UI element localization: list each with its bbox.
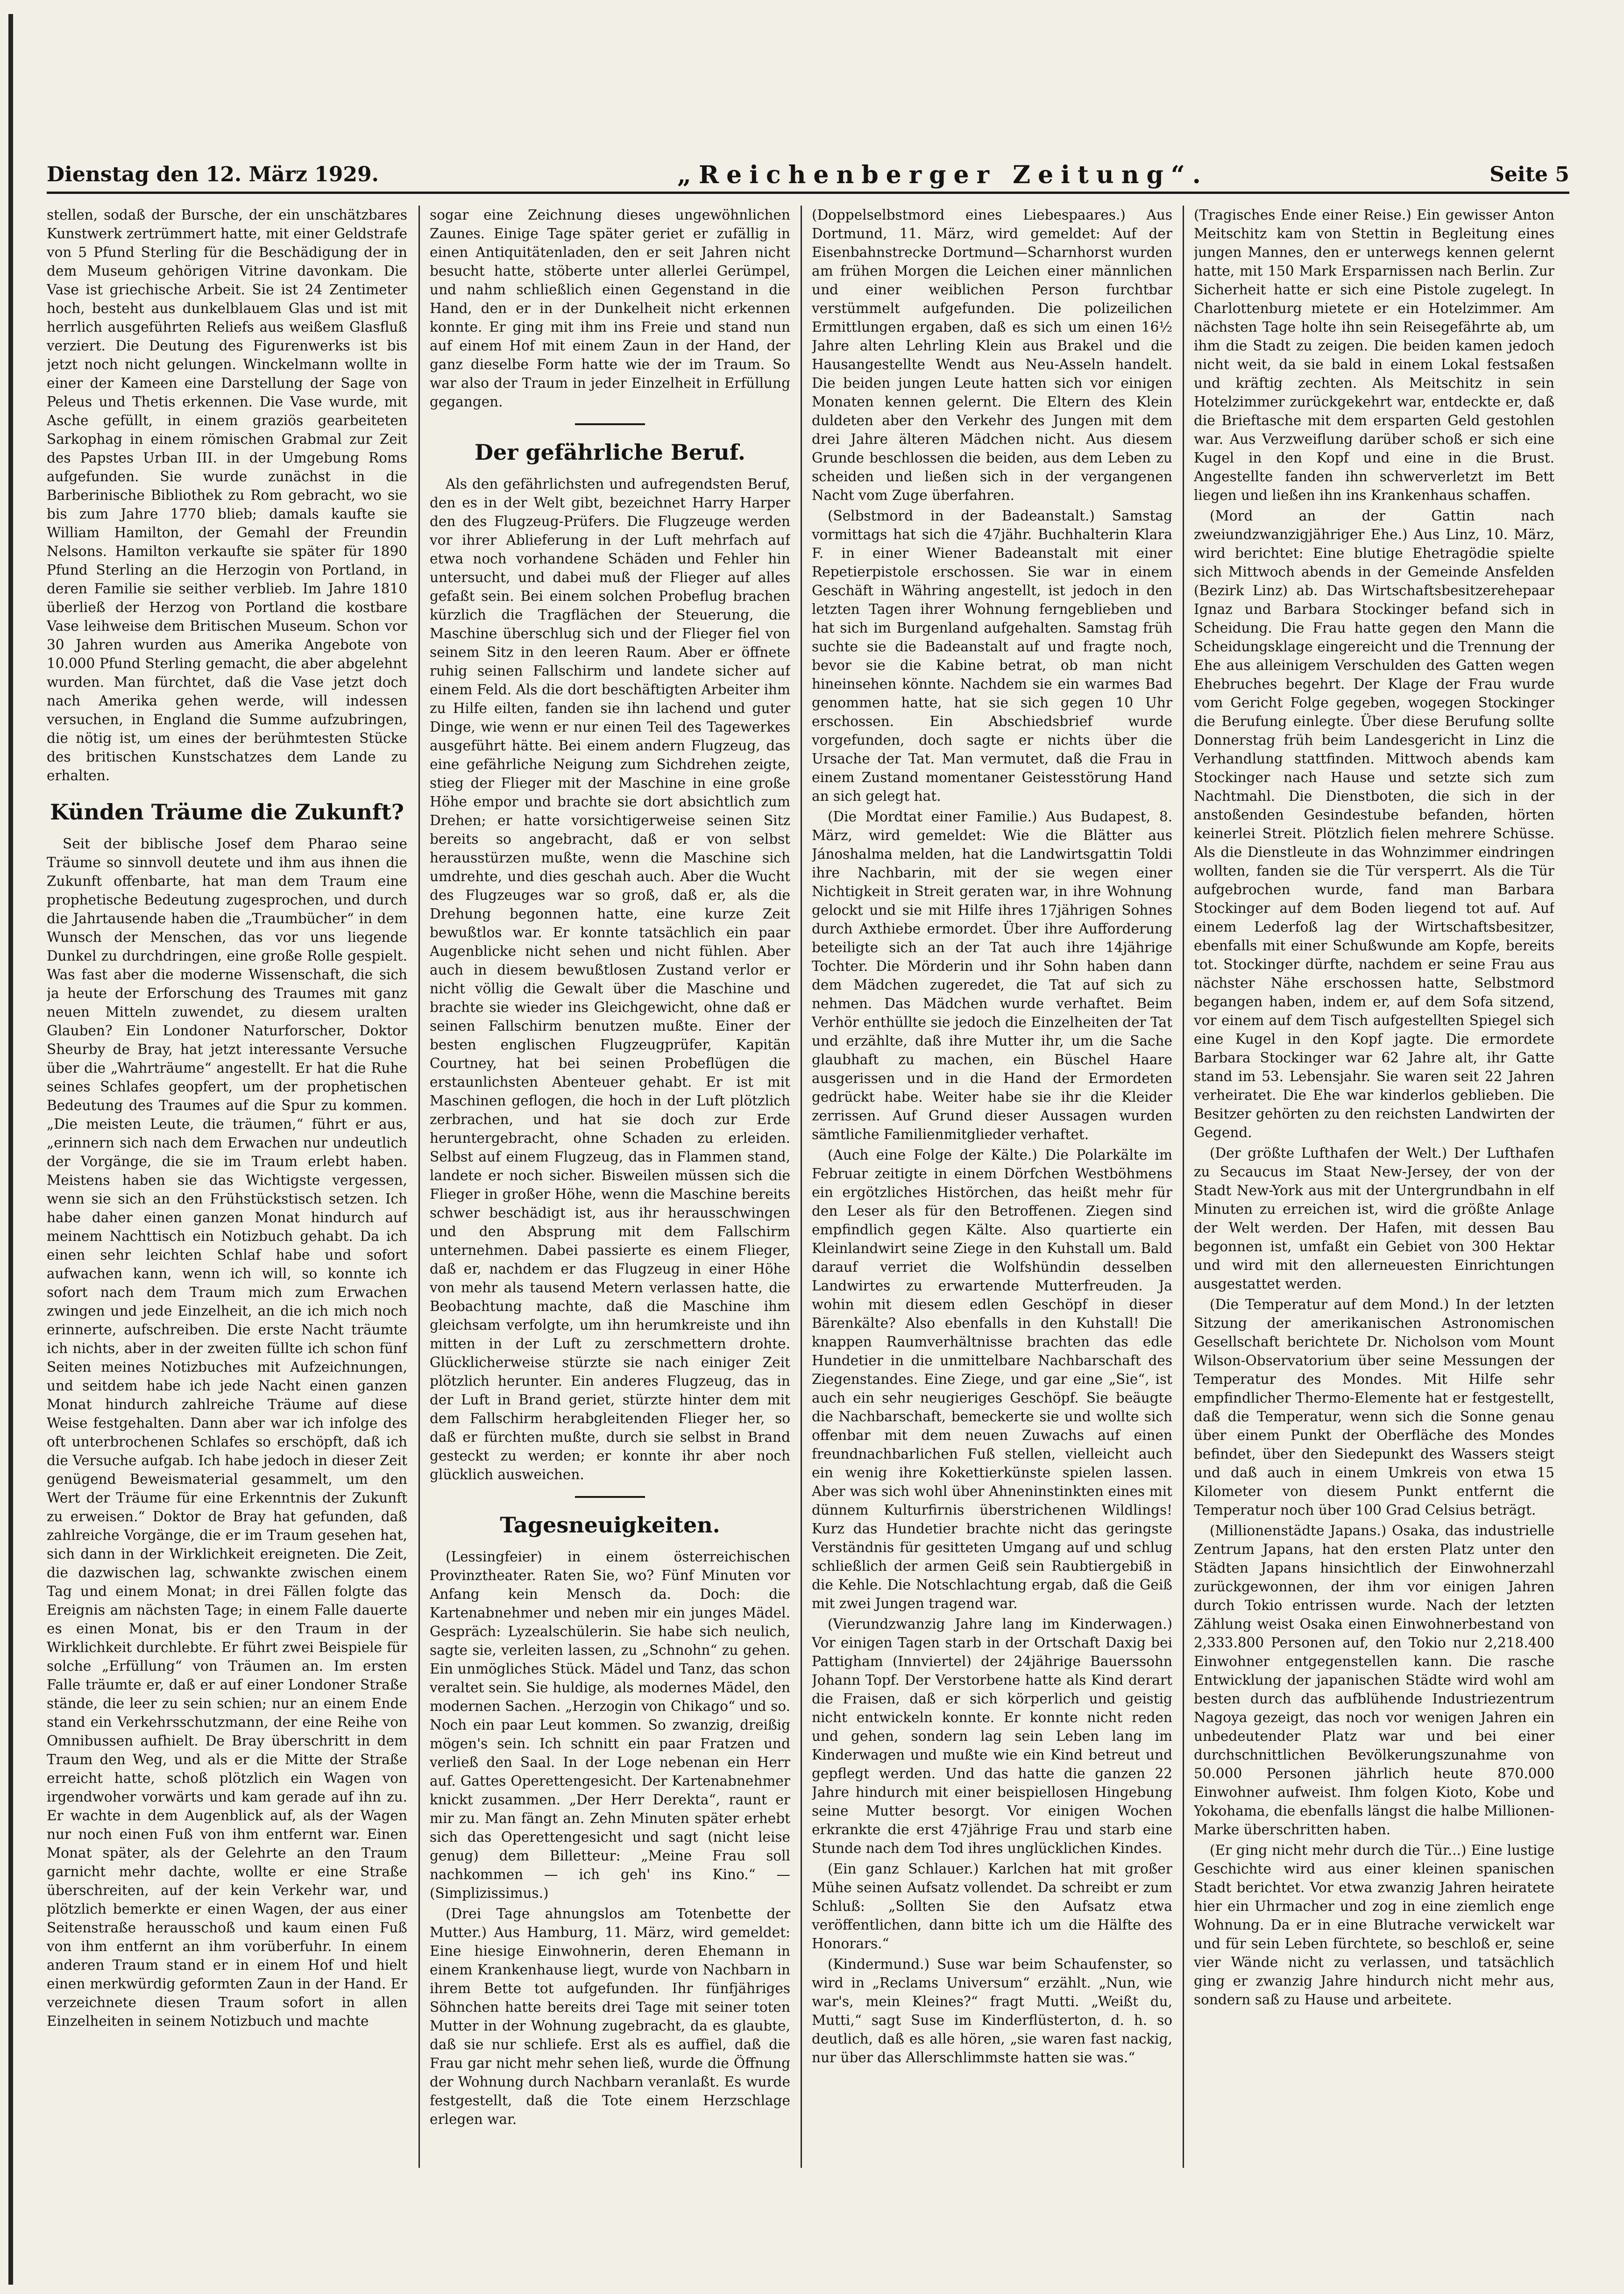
article-text: stellen, sodaß der Bursche, der ein unschätzbares Kunstwerk zertrümmert hatte, mit einer Geldstrafe von 5 Pfund Sterling für die Beschädigung der in dem Museum gehörigen Vitrine davonkam. Die Vase ist griechische Arbeit. Sie ist 24 Zentimeter hoch, besteht aus dunkelblauem Glas und ist mit herrlich ausgeführten Reliefs aus weißem Glasfluß verziert. Die Deutung des Figurenwerks ist bis jetzt noch nicht gelungen. Winckelmann wollte in einer der Kameen eine Darstellung der Sage von Peleus und Thetis erkennen. Die Vase wurde, mit Asche gefüllt, in einem graziös gearbeiteten Sarkophag in einem römischen Grabmal zur Zeit des Papstes Urban III. in der Umgebung Roms aufgefunden. Sie wurde zunächst in die Barberinische Bibliothek zu Rom gebracht, wo sie bis zum Jahre 1770 blieb; damals kaufte sie William Hamilton, der Gemahl der Freundin Nelsons. Hamilton verkaufte sie später für 1890 Pfund Sterling an die Herzogin von Portland, in deren Familie sie seither verblieb. Im Jahre 1810 überließ der Herzog von Portland die kostbare Vase leihweise dem Britischen Museum. Schon vor 30 Jahren wurden aus Amerika Angebote von 10.000 Pfund Sterling gemacht, die aber abgelehnt wurden. Man fürchtet, daß die Vase jetzt doch nach Amerika gehen werde, will indessen versuchen, in England die Summe aufzubringen, die nötig ist, um eines der berühmtesten Stücke des britischen Kunstschatzes dem Lande zu erhalten. [47,207,407,784]
column-2 [430,206,790,2182]
news-item: (Die Mordtat einer Familie.) Aus Budapest, 8. März, wird gemeldet: Wie die Blätter aus Jánoshalma melden, hat die Landwirtsgattin Toldi ihre Nachbarin, mit der sie wegen einer Nichtigkeit in Streit geraten war, in ihre Wohnung gelockt und sie mit Hilfe ihres 17jährigen Sohnes durch Axthiebe ermordet. Über ihre Aufforderung beteiligte sich an der Tat auch ihre 14jährige Tochter. Die Mörderin und ihr Sohn haben dann dem Mädchen zugeredet, die Tat auf sich zu nehmen. Das Mädchen wurde verhaftet. Beim Verhör enthüllte sie jedoch die Einzelheiten der Tat und erzählte, daß ihre Mutter ihr, um die Sache glaubhaft zu machen, ein Büschel Haare ausgerissen und in die Hand der Ermordeten gedrückt habe. Weiter habe sie ihr die Kleider zerrissen. Auf Grund dieser Aussagen wurden sämtliche Familienmitglieder verhaftet. [812,809,1172,1142]
news-item: (Kindermund.) Suse war beim Schaufenster, so wird in „Reclams Universum“ erzählt. „Nun, wie war's, mein Kleines?“ fragt Mutti. „Weißt du, Mutti,“ sagt Suse im Kinderflüsterton, d. h. so deutlich, daß es alle hören, „sie waren fast nackig, nur über das Allerschlimmste hatten sie was.“ [812,1956,1172,2066]
news-item: (Der größte Lufthafen der Welt.) Der Lufthafen zu Secaucus im Staat New-Jersey, der von der Stadt New-York aus mit der Untergrundbahn in elf Minuten zu erreichen ist, wird die größte Anlage der Welt werden. Der Hafen, mit dessen Bau begonnen ist, umfaßt ein Gebiet von 300 Hektar und wird mit den allerneuesten Einrichtungen ausgestattet werden. [1194,1145,1554,1292]
article-text: sogar eine Zeichnung dieses ungewöhnlichen Zaunes. Einige Tage später geriet er zufällig in einen Antiquitätenladen, den er seit Jahren nicht besucht hatte, stöberte unter allerlei Gerümpel, und nahm schließlich einen Gegenstand in die Hand, den er in der Dunkelheit nicht erkennen konnte. Er ging mit ihm ins Freie und stand nun auf einem Hof mit einem Zaun in der Hand, der ganz dieselbe Form hatte wie der im Traum. So war also der Traum in jeder Einzelheit in Erfüllung gegangen. [430,207,790,410]
article-heading: Künden Träume die Zukunft? [50,799,404,825]
news-item: (Selbstmord in der Badeanstalt.) Samstag vormittags hat sich die 47jähr. Buchhalterin Klara F. in einer Wiener Badeanstalt mit einer Repetierpistole erschossen. Sie war in einem Geschäft in Währing angestellt, ist jedoch in den letzten Tagen ihrer Wohnung ferngeblieben und hat sich im Burgenland aufgehalten. Samstag früh suchte sie die Badeanstalt auf und fragte noch, bevor sie die Kabine betrat, ob man nicht hineinsehen könnte. Nachdem sie ein warmes Bad genommen hatte, hat sie sich gegen 10 Uhr erschossen. Ein Abschiedsbrief wurde vorgefunden, doch sagte er nichts über die Ursache der Tat. Man vermutet, daß die Frau in einem Zustand momentaner Geistesstörung Hand an sich gelegt hat. [812,508,1172,804]
masthead [47,159,1569,192]
news-item: (Tragisches Ende einer Reise.) Ein gewisser Anton Meitschitz kam von Stettin in Begleitung eines jungen Mannes, den er unterwegs kennen gelernt hatte, mit 150 Mark Ersparnissen nach Berlin. Zur Sicherheit hatte er sich eine Pistole zugelegt. In Charlottenburg mietete er ein Hotelzimmer. Am nächsten Tage holte ihn sein Reisegefährte ab, um ihm die Stadt zu zeigen. Die beiden kamen jedoch nicht weit, da sie bald in einem Lokal festsaßen und kräftig zechten. Als Meitschitz in sein Hotelzimmer zurückgekehrt war, entdeckte er, daß die Brieftasche mit dem ersparten Geld gestohlen war. Aus Verzweiflung darüber schoß er sich eine Kugel in den Kopf und eine in die Brust. Angestellte fanden ihn schwerverletzt im Bett liegen und ließen ihn ins Krankenhaus schaffen. [1194,207,1554,503]
article-text: Als den gefährlichsten und aufregendsten Beruf, den es in der Welt gibt, bezeichnet Harry Harper den des Flugzeug-Prüfers. Die Flugzeuge werden vor ihrer Ablieferung in der Luft mehrfach auf etwa noch vorhandene Schäden und Fehler hin untersucht, und dabei muß der Flieger auf alles gefaßt sein. Bei einem solchen Probeflug brachen kürzlich die Tragflächen der Steuerung, die Maschine überschlug sich und der Flieger fiel von seinem Sitz in den leeren Raum. Aber er öffnete ruhig seinen Fallschirm und landete sicher auf einem Feld. Als die dort beschäftigten Arbeiter ihm zu Hilfe eilten, fanden sie ihn lachend und guter Dinge, wie wenn er nur einen Teil des Tagewerkes ausgeführt hätte. Bei einem andern Flugzeug, das eine gefährliche Neigung zum Sichdrehen zeigte, stieg der Flieger mit der Maschine in eine große Höhe empor und brachte sie dort absichtlich zum Drehen; er hatte vorsichtigerweise seinen Sitz bereits so angebracht, daß er von selbst herausstürzen mußte, wenn die Maschine sich umdrehte, und dies geschah auch. Aber die Wucht des Flugzeuges war so groß, daß er, als die Drehung begonnen hatte, eine kurze Zeit bewußtlos war. Er konnte tatsächlich ein paar Augenblicke nicht sehen und nicht fühlen. Aber auch in diesem bewußtlosen Zustand verlor er nicht völlig die Gewalt über die Maschine und brachte sie wieder ins Gleichgewicht, ohne daß er seinen Fallschirm benutzen mußte. Einer der besten englischen Flugzeugprüfer, Kapitän Courtney, hat bei seinen Probeflügen die erstaunlichsten Abenteuer gehabt. Er ist mit Maschinen geflogen, die hoch in der Luft plötzlich zerbrachen, und hat sie doch zur Erde heruntergebracht, ohne Schaden zu erleiden. Selbst auf einem Flugzeug, das in Flammen stand, landete er noch sicher. Bisweilen müssen sich die Flieger in großer Höhe, wenn die Maschine bereits schwer beschädigt ist, aus ihr herausschwingen und den Absprung mit dem Fallschirm unternehmen. Dabei passierte es einem Flieger, daß er, nachdem er das Flugzeug in einer Höhe von mehr als tausend Metern verlassen hatte, die Beobachtung machte, daß die Maschine ihm gleichsam verfolgte, um ihn herumkreiste und ihn mitten in der Luft zu zerschmettern drohte. Glücklicherweise stürzte sie nach einiger Zeit plötzlich herunter. Ein anderes Flugzeug, das in der Luft in Brand geriet, stürzte hinter dem mit dem Fallschirm herabgleitenden Flieger her, so daß er fürchten mußte, durch sie selbst in Brand gesteckt zu werden; er konnte ihr aber noch glücklich ausweichen. [430,476,790,1482]
news-item: (Millionenstädte Japans.) Osaka, das industrielle Zentrum Japans, hat den ersten Platz unter den Städten Japans hinsichtlich der Einwohnerzahl zurückgewonnen, der ihm vor einigen Jahren durch Tokio entrissen wurde. Nach der letzten Zählung weist Osaka einen Einwohnerbestand von 2,333.800 Personen auf, den Tokio nur 2,218.400 Einwohner entgegenstellen kann. Die rasche Entwicklung der japanischen Städte wird wohl am besten durch das aufblühende Industriezentrum Nagoya gezeigt, das noch vor wenigen Jahren ein unbedeutender Platz war und bei einer durchschnittlichen Bevölkerungszunahme von 50.000 Personen jährlich heute 870.000 Einwohner aufweist. Ihm folgen Kioto, Kobe und Yokohama, die ebenfalls längst die halbe Millionen-Marke überschritten haben. [1194,1523,1554,1838]
news-item: (Die Temperatur auf dem Mond.) In der letzten Sitzung der amerikanischen Astronomischen Gesellschaft berichtete Dr. Nicholson vom Mount Wilson-Observatorium über seine Messungen der Temperatur des Mondes. Mit Hilfe sehr empfindlicher Thermo-Elemente hat er festgestellt, daß die Temperatur, wenn sich die Sonne genau über einem Punkt der Oberfläche des Mondes befindet, über den Siedepunkt des Wassers steigt und daß auch in einem Umkreis von etwa 15 Kilometer von diesem Punkt entfernt die Temperatur noch über 100 Grad Celsius beträgt. [1194,1297,1554,1518]
column-4 [1194,206,1554,2182]
news-item: (Auch eine Folge der Kälte.) Die Polarkälte im Februar zeitigte in einem Dörfchen Westböhmens ein ergötzliches Histörchen, das heißt mehr für den Leser als für den Betroffenen. Ziegen sind empfindlich gegen Kälte. Also quartierte ein Kleinlandwirt seine Ziege in den Kuhstall um. Bald darauf verriet die Wolfshündin desselben Landwirtes zu erwartende Mutterfreuden. Ja wohin mit diesem edlen Geschöpf in dieser Bärenkälte? Also ebenfalls in den Kuhstall! Die knappen Raumverhältnisse brachten das edle Hundetier in die unmittelbare Nachbarschaft des Ziegenstandes. Eine Ziege, und gar eine „Sie“, ist auch ein sehr neugieriges Geschöpf. Sie beäugte die Nachbarschaft, bemeckerte sie und wollte sich offenbar mit dem neuen Zuwachs auf einen freundnachbarlichen Fuß stellen, vielleicht auch ein wenig ihre Kokettierkünste spielen lassen. Aber was sich wohl über Ahneninstinkten eines mit dünnem Kulturfirnis überstrichenen Wildlings! Kurz das Hundetier brachte nicht das geringste Verständnis für gesitteten Umgang auf und schlug schließlich der armen Geiß sein Raubtiergebiß in die Kehle. Die Notschlachtung ergab, daß die Geiß mit zwei Jungen tragend war. [812,1147,1172,1611]
news-item: (Er ging nicht mehr durch die Tür...) Eine lustige Geschichte wird aus einer kleinen spanischen Stadt berichtet. Vor etwa zwanzig Jahren heiratete hier ein Uhrmacher und zog in eine ziemlich enge Wohnung. Da er in eine Blutrache verwickelt war und für sein Leben fürchtete, so beschloß er, seine vier Wände nicht zu verlassen, und tatsächlich ging er zwanzig Jahre hindurch nicht mehr aus, sondern saß zu Hause und arbeitete. [1194,1842,1554,2008]
page-number: Seite 5 [1489,163,1569,186]
article-text: Seit der biblische Josef dem Pharao seine Träume so sinnvoll deutete und ihm aus ihnen die Zukunft offenbarte, hat man dem Traum eine prophetische Bedeutung zugesprochen, und durch die Jahrtausende haben die „Traumbücher“ in dem Wunsch der Menschen, das vor uns liegende Dunkel zu durchdringen, eine große Rolle gespielt. Was fast aber die moderne Wissenschaft, die sich ja heute der Erforschung des Traumes mit ganz neuen Mitteln zuwendet, zu diesem uralten Glauben? Ein Londoner Naturforscher, Doktor Sheurby de Bray, hat jetzt interessante Versuche über die „Wahrträume“ angestellt. Er hat die Ruhe seines Schlafes geopfert, um der prophetischen Bedeutung des Traumes auf die Spur zu kommen. „Die meisten Leute, die träumen,“ führt er aus, „erinnern sich nach dem Erwachen nur undeutlich der Vorgänge, die sie im Traum erlebt haben. Meistens haben sie das Wichtigste vergessen, wenn sie sich an den Frühstückstisch setzen. Ich habe daher einen ganzen Monat hindurch auf meinem Nachttisch ein Notizbuch gehabt. Da ich einen sehr leichten Schlaf habe und sofort aufwachen kann, wenn ich will, so konnte ich sofort nach dem Traum mich zum Erwachen zwingen und jede Einzelheit, an die ich mich noch erinnerte, aufschreiben. Die erste Nacht träumte ich nichts, aber in der zweiten füllte ich schon fünf Seiten meines Notizbuches mit Aufzeichnungen, und seitdem habe ich jede Nacht einen ganzen Monat hindurch zahlreiche Träume auf diese Weise festgehalten. Dann aber war ich infolge des oft unterbrochenen Schlafes so erschöpft, daß ich die Versuche aufgab. Ich habe jedoch in dieser Zeit genügend Beweismaterial gesammelt, um den Wert der Träume für eine Erkenntnis der Zukunft zu erweisen.“ Doktor de Bray hat gefunden, daß zahlreiche Vorgänge, die er im Traum gesehen hat, sich dann in der Wirklichkeit ereigneten. Die Zeit, die dazwischen lag, schwankte zwischen einem Tag und einem Monat; in drei Fällen folgte das Ereignis am nächsten Tage; in einem Falle dauerte es einen Monat, bis er den Traum in der Wirklichkeit durchlebte. Er führt zwei Beispiele für solche „Erfüllung“ von Träumen an. Im ersten Falle träumte er, daß er auf einer Londoner Straße stände, die leer zu sein schien; nur an einem Ende stand ein Verkehrsschutzmann, der eine Reihe von Omnibussen aufhielt. De Bray überschritt in dem Traum den Weg, und als er die Mitte der Straße erreicht hatte, schoß plötzlich ein Wagen von irgendwoher vorwärts und kam gerade auf ihn zu. Er wachte in dem Augenblick auf, als der Wagen nur noch einen Fuß von ihm entfernt war. Einen Monat später, als der Gelehrte an den Traum garnicht mehr dachte, wollte er eine Straße überschreiten, auf der kein Verkehr war, und plötzlich bemerkte er einen Wagen, der aus einer Seitenstraße herausschoß und kaum einen Fuß von ihm entfernt an ihm vorüberfuhr. In einem anderen Traum stand er in einem Hof und hielt einen merkwürdig geformten Zaun in der Hand. Er verzeichnete diesen Traum sofort in allen Einzelheiten in seinem Notizbuch und machte [47,836,407,2029]
news-item: (Vierundzwanzig Jahre lang im Kinderwagen.) Vor einigen Tagen starb in der Ortschaft Daxig bei Pattigham (Innviertel) der 24jährige Bauerssohn Johann Topf. Der Verstorbene hatte als Kind derart die Fraisen, daß er sich körperlich und geistig nicht entwickeln konnte. Er konnte nicht reden und gehen, sondern lag sein Leben lang im Kinderwagen und mußte wie ein Kind betreut und gepflegt werden. Und das hatte die ganzen 22 Jahre hindurch mit einer beispiellosen Hingebung seine Mutter besorgt. Vor einigen Wochen erkrankte die erst 47jährige Frau und starb eine Stunde nach dem Tod ihres unglücklichen Kindes. [812,1616,1172,1856]
news-item: (Ein ganz Schlauer.) Karlchen hat mit großer Mühe seinen Aufsatz vollendet. Da schreibt er zum Schluß: „Sollten Sie den Aufsatz etwa veröffentlichen, dann bitte ich um die Hälfte des Honorars.“ [812,1861,1172,1952]
news-item: (Lessingfeier) in einem österreichischen Provinztheater. Raten Sie, wo? Fünf Minuten vor Anfang kein Mensch da. Doch: die Kartenabnehmer und neben mir ein junges Mädel. Gespräch: Lyzealschülerin. Sie habe sich neulich, sagte sie, verleiten lassen, zu „Schnohn“ zu gehen. Ein unmögliches Stück. Mädel und Tanz, das schon veraltet sein. Sie huldige, als modernes Mädel, den modernen Sachen. „Herzogin von Chikago“ und so. Noch ein paar Leut kommen. So zwanzig, dreißig mögen's sein. Ich schnitt ein paar Fratzen und verließ den Saal. In der Loge nebenan ein Herr auf. Gattes Operettengesicht. Der Kartenabnehmer knickt zusammen. „Der Herr Derekta“, raunt er mir zu. Man fängt an. Zehn Minuten später erhebt sich das Operettengesicht und sagt (nicht leise genug) dem Billetteur: „Meine Frau soll nachkommen — ich geh' ins Kino.“ — (Simplizissimus.) [430,1549,790,1901]
masthead-rule [47,192,1569,194]
column-1 [47,206,407,2182]
column-rule [801,206,802,2168]
issue-date: Dienstag den 12. März 1929. [47,163,379,186]
column-rule [1183,206,1184,2168]
column-3 [812,206,1172,2182]
news-item: (Doppelselbstmord eines Liebespaares.) Aus Dortmund, 11. März, wird gemeldet: Auf der Eisenbahnstrecke Dortmund—Scharnhorst wurden am frühen Morgen die Leichen einer männlichen und einer weiblichen Person furchtbar verstümmelt aufgefunden. Die polizeilichen Ermittlungen ergaben, daß es sich um einen 16½ Jahre alten Lehrling Klein aus Brakel und die Hausangestellte Wendt aus Neu-Asseln handelt. Die beiden jungen Leute hatten sich vor einigen Monaten kennen gelernt. Die Eltern des Klein duldeten aber den Verkehr des Jungen mit dem drei Jahre älteren Mädchen nicht. Aus diesem Grunde beschlossen die beiden, aus dem Leben zu scheiden und ließen sich in der vergangenen Nacht vom Zuge überfahren. [812,207,1172,503]
scan-binding-edge [8,14,13,2285]
column-rule [418,206,420,2168]
article-separator [575,423,645,425]
news-item: (Drei Tage ahnungslos am Totenbette der Mutter.) Aus Hamburg, 11. März, wird gemeldet: Eine hiesige Einwohnerin, deren Ehemann in einem Krankenhause liegt, wurde von Nachbarn in ihrem Bette tot aufgefunden. Ihr fünfjähriges Söhnchen hatte bereits drei Tage mit seiner toten Mutter in der Wohnung zugebracht, da es glaubte, daß sie nur schliefe. Erst als es auffiel, daß die Frau gar nicht mehr sehen ließ, wurde die Öffnung der Wohnung durch Nachbarn veranlaßt. Es wurde festgestellt, daß die Tote einem Herzschlage erlegen war. [430,1906,790,2127]
article-heading: Der gefährliche Beruf. [475,440,745,465]
news-item: (Mord an der Gattin nach zweiundzwanzigjähriger Ehe.) Aus Linz, 10. März, wird berichtet: Eine blutige Ehetragödie spielte sich Mittwoch abends in der Gemeinde Ansfelden (Bezirk Linz) ab. Das Wirtschaftsbesitzerehepaar Ignaz und Barbara Stockinger befand sich in Scheidung. Die Frau hatte gegen den Mann die Scheidungsklage eingereicht und die Trennung der Ehe aus alleinigem Verschulden des Gatten wegen Ehebruches begehrt. Der Klage der Frau wurde vom Gericht Folge gegeben, wogegen Stockinger die Berufung einlegte. Über diese Berufung sollte Donnerstag früh beim Landesgericht in Linz die Verhandlung stattfinden. Mittwoch abends kam Stockinger nach Hause und setzte sich zum Nachtmahl. Die Dienstboten, die sich in der anstoßenden Gesindestube befanden, hörten keinerlei Streit. Plötzlich fielen mehrere Schüsse. Als die Dienstleute in das Wohnzimmer eindringen wollten, fanden sie die Tür versperrt. Als die Tür aufgebrochen wurde, fand man Barbara Stockinger auf dem Boden liegend tot auf. Auf einem Lederfoß lag der Wirtschaftsbesitzer, ebenfalls mit einer Schußwunde am Kopfe, bereits tot. Stockinger dürfte, nachdem er seine Frau aus nächster Nähe erschossen hatte, Selbstmord begangen haben, indem er, auf dem Sofa sitzend, vor einem auf dem Tisch aufgestellten Spiegel sich eine Kugel in den Kopf jagte. Die ermordete Barbara Stockinger war 62 Jahre alt, ihr Gatte stand im 53. Lebensjahr. Sie waren seit 22 Jahren verheiratet. Die Ehe war kinderlos geblieben. Die Besitzer gehörten zu den reichsten Landwirten der Gegend. [1194,508,1554,1140]
section-heading: Tagesneuigkeiten. [500,1512,720,1538]
newspaper-title: „Reichenberger Zeitung“. [677,161,1208,189]
article-separator [575,1496,645,1498]
